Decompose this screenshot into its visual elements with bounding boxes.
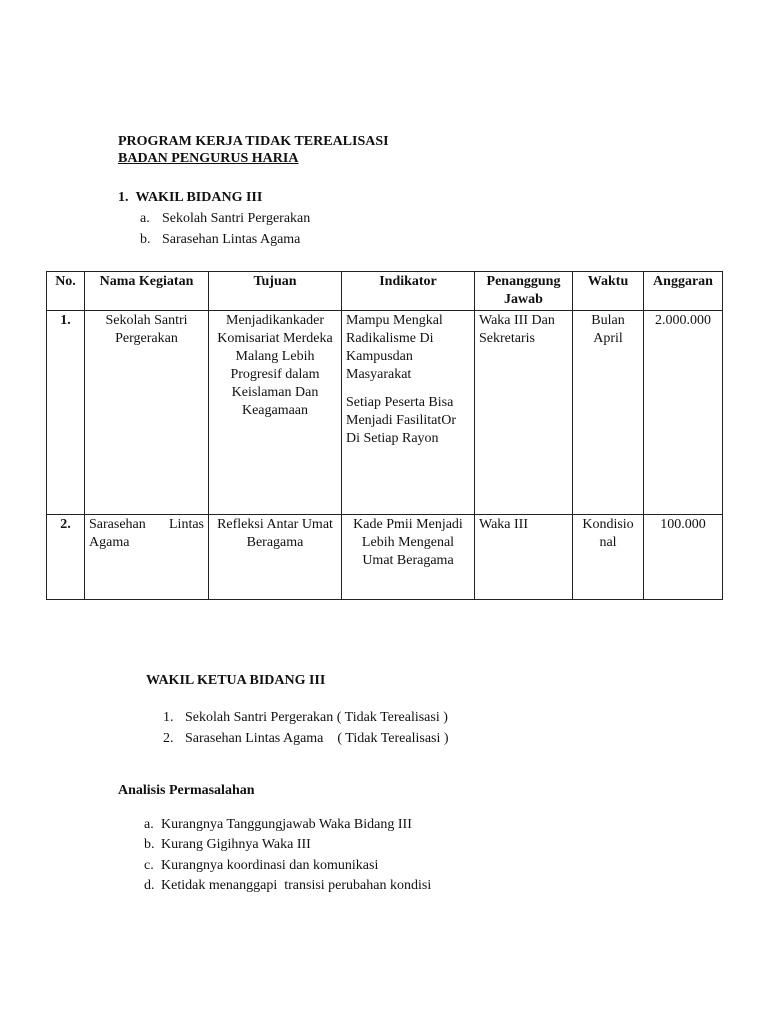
analisis-item: [144, 876, 431, 897]
nama-line-2: Agama: [89, 535, 130, 550]
cell-anggaran: 100.000: [644, 515, 723, 600]
section-1-title: WAKIL BIDANG III: [135, 190, 263, 205]
indikator-point-1: Mampu Mengkal Radikalisme Di Kampusdan Masyarakat: [346, 313, 443, 382]
item-text: Kurangnya koordinasi dan komunikasi: [161, 858, 379, 873]
header-nama-kegiatan: Nama Kegiatan: [85, 272, 209, 311]
section-1-number: 1.: [118, 190, 129, 205]
cell-penanggung-jawab: Waka III Dan Sekretaris: [475, 311, 573, 515]
item-marker: a.: [140, 211, 150, 226]
header-anggaran: Anggaran: [644, 272, 723, 311]
item-text: Kurang Gigihnya Waka III: [161, 837, 311, 852]
header-tujuan: Tujuan: [209, 272, 342, 311]
waktu-line-2: nal: [599, 535, 617, 550]
table-row: [47, 311, 723, 515]
cell-anggaran: 2.000.000: [644, 311, 723, 515]
section-2-item: [163, 707, 448, 728]
item-text: Sarasehan Lintas Agama ( Tidak Terealisasi ): [185, 731, 449, 746]
section-1-item: [140, 230, 300, 250]
cell-tujuan: Menjadikankader Komisariat Merdeka Malang Lebih Progresif dalam Keislaman Dan Keagamaan: [209, 311, 342, 515]
table-header-row: [47, 272, 723, 311]
analisis-heading: Analisis Permasalahan: [118, 783, 255, 798]
item-text: Sarasehan Lintas Agama: [162, 232, 301, 247]
item-marker: 1.: [163, 710, 174, 725]
item-text: Ketidak menanggapi transisi perubahan kondisi: [161, 878, 432, 893]
cell-waktu: Bulan April: [573, 311, 644, 515]
indikator-point-2: Setiap Peserta Bisa Menjadi FasilitatOr Di Setiap Rayon: [346, 395, 457, 446]
header-penanggung-jawab: Penanggung Jawab: [475, 272, 573, 311]
item-marker: c.: [144, 858, 154, 873]
cell-no: 1.: [47, 311, 85, 515]
item-text: Sekolah Santri Pergerakan ( Tidak Terealisasi ): [185, 710, 448, 725]
header-waktu: Waktu: [573, 272, 644, 311]
document-title: [118, 133, 389, 167]
section-1-heading: [118, 190, 262, 206]
analisis-item: [144, 835, 311, 856]
table-row: [47, 515, 723, 600]
cell-penanggung-jawab: Waka III: [475, 515, 573, 600]
waktu-line-1: Kondisio: [582, 517, 634, 532]
title-line-2: BADAN PENGURUS HARIA: [118, 151, 299, 166]
item-marker: 2.: [163, 731, 174, 746]
cell-indikator: [342, 311, 475, 515]
item-marker: b.: [140, 232, 151, 247]
analisis-item: [144, 815, 412, 836]
header-no: No.: [47, 272, 85, 311]
item-marker: d.: [144, 878, 155, 893]
cell-nama: Sekolah Santri Pergerakan: [85, 311, 209, 515]
item-text: Sekolah Santri Pergerakan: [162, 211, 311, 226]
nama-line-1: Sarasehan Lintas: [89, 517, 204, 532]
cell-no: 2.: [47, 515, 85, 600]
cell-waktu: [573, 515, 644, 600]
item-text: Kurangnya Tanggungjawab Waka Bidang III: [161, 817, 412, 832]
section-2-item: [163, 728, 449, 749]
header-indikator: Indikator: [342, 272, 475, 311]
section-1-item: [140, 209, 310, 229]
item-marker: a.: [144, 817, 154, 832]
cell-tujuan: Refleksi Antar Umat Beragama: [209, 515, 342, 600]
title-line-1: PROGRAM KERJA TIDAK TEREALISASI: [118, 134, 389, 149]
program-table: [46, 271, 723, 600]
cell-nama: [85, 515, 209, 600]
analisis-item: [144, 856, 378, 877]
cell-indikator: Kade Pmii Menjadi Lebih Mengenal Umat Beragama: [342, 515, 475, 600]
section-2-heading: WAKIL KETUA BIDANG III: [146, 673, 326, 688]
item-marker: b.: [144, 837, 155, 852]
